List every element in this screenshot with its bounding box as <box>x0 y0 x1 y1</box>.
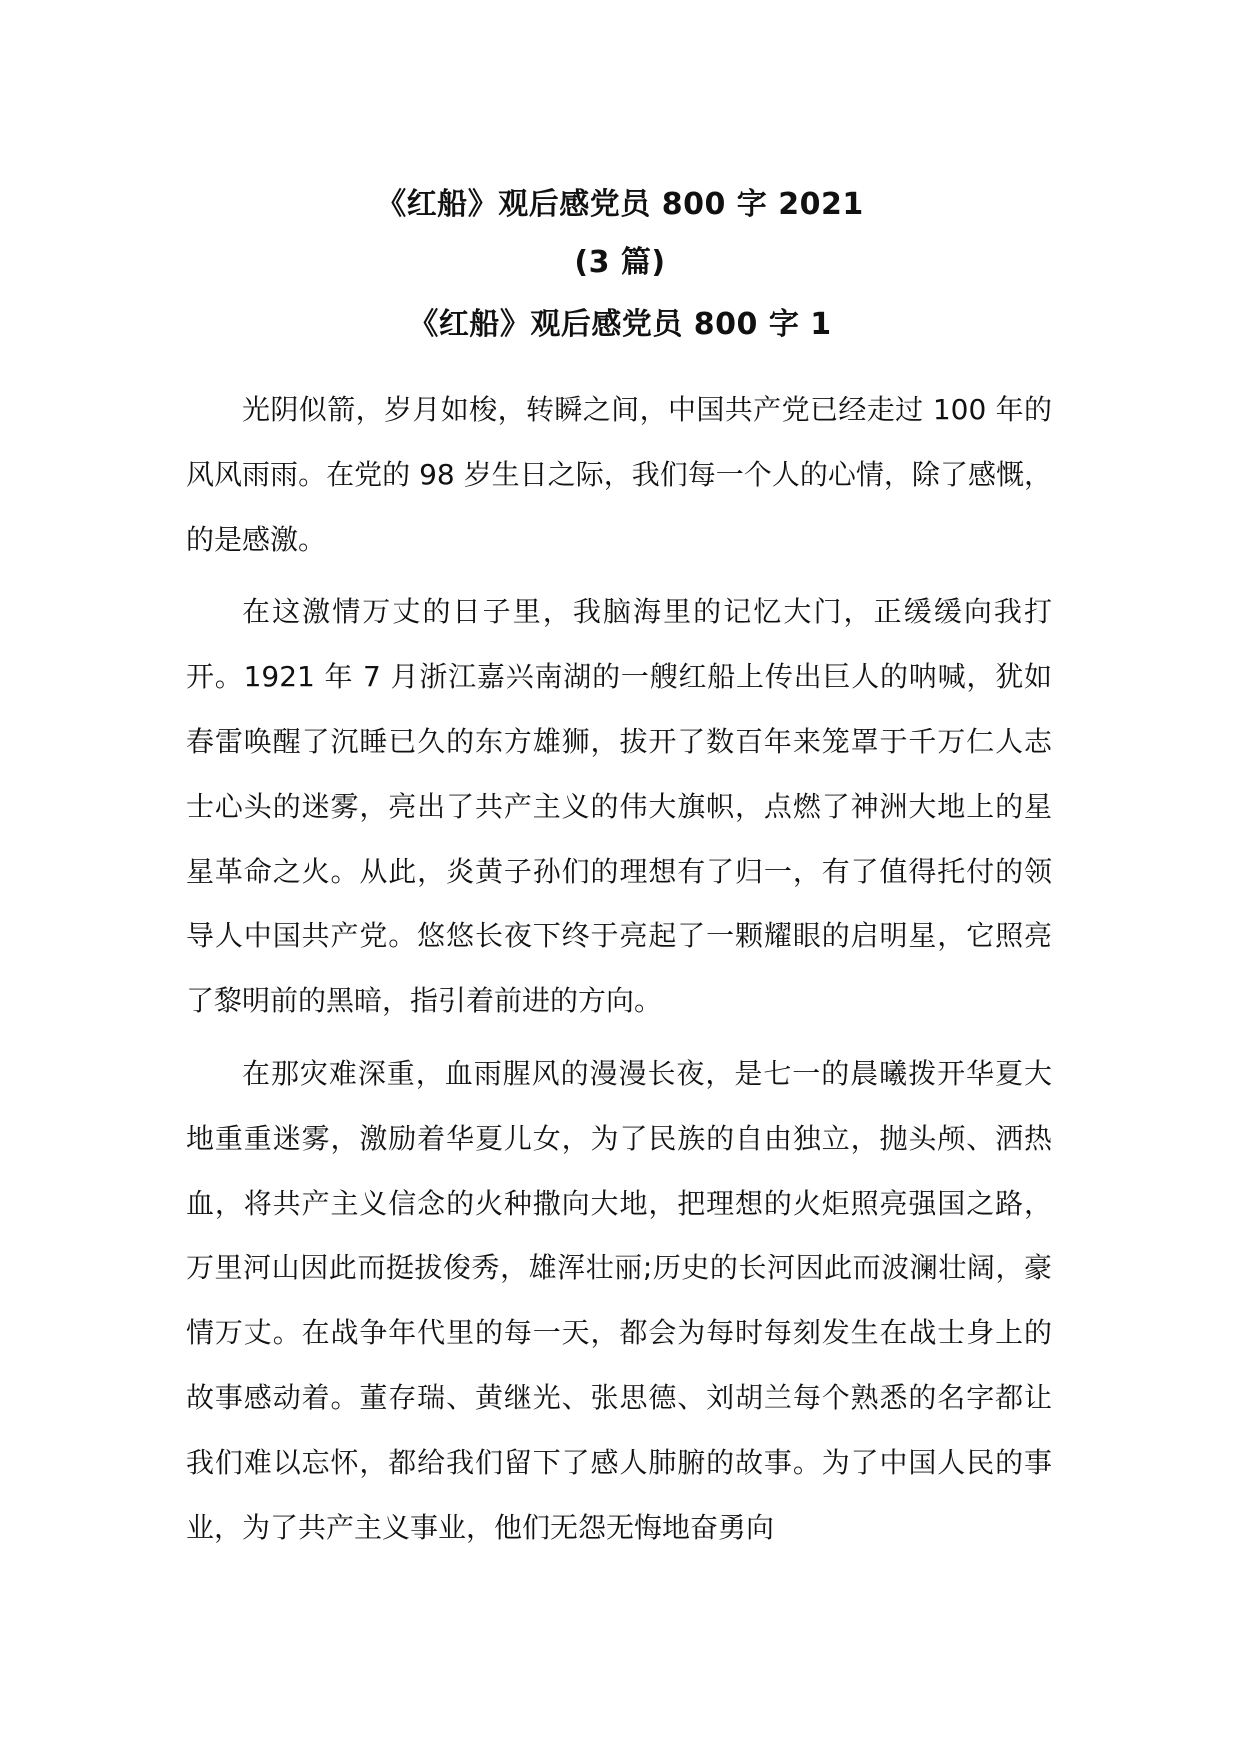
article-title: 《红船》观后感党员 800 字 1 <box>408 307 832 342</box>
paragraph-3: 在那灾难深重，血雨腥风的漫漫长夜，是七一的晨曦拨开华夏大地重重迷雾，激励着华夏儿女，为了民族的自由独立，抛头颅、洒热血，将共产主义信念的火种撒向大地，把理想的火炬照亮强国之路，万里河山因此而挺拔俊秀，雄浑壮丽;历史的长河因此而波澜壮阔，豪情万丈。在战争年代里的每一天，都会为每时每刻发生在战士身上的故事感动着。董存瑞、黄继光、张思德、刘胡兰每个熟悉的名字都让我们难以忘怀，都给我们留下了感人肺腑的故事。为了中国人民的事业，为了共产主义事业，他们无怨无悔地奋勇向 <box>186 1056 1052 1544</box>
document-title: 《红船》观后感党员 800 字 2021 <box>376 187 864 222</box>
article-body <box>186 378 1052 1568</box>
paragraph-1: 光阴似箭，岁月如梭，转瞬之间，中国共产党已经走过 100 年的风风雨雨。在党的 98 岁生日之际，我们每一个人的心情，除了感慨，的是感激。 <box>186 393 1052 556</box>
paragraph-2: 在这激情万丈的日子里，我脑海里的记忆大门，正缓缓向我打开。1921 年 7 月浙江嘉兴南湖的一艘红船上传出巨人的呐喊，犹如春雷唤醒了沉睡已久的东方雄狮，拔开了数百年来笼罩于千万仁人志士心头的迷雾，亮出了共产主义的伟大旗帜，点燃了神洲大地上的星星革命之火。从此，炎黄子孙们的理想有了归一，有了值得托付的领导人中国共产党。悠悠长夜下终于亮起了一颗耀眼的启明星，它照亮了黎明前的黑暗，指引着前进的方向。 <box>186 595 1052 1018</box>
title-block <box>0 176 1240 354</box>
document-subtitle: (3 篇) <box>574 245 666 280</box>
